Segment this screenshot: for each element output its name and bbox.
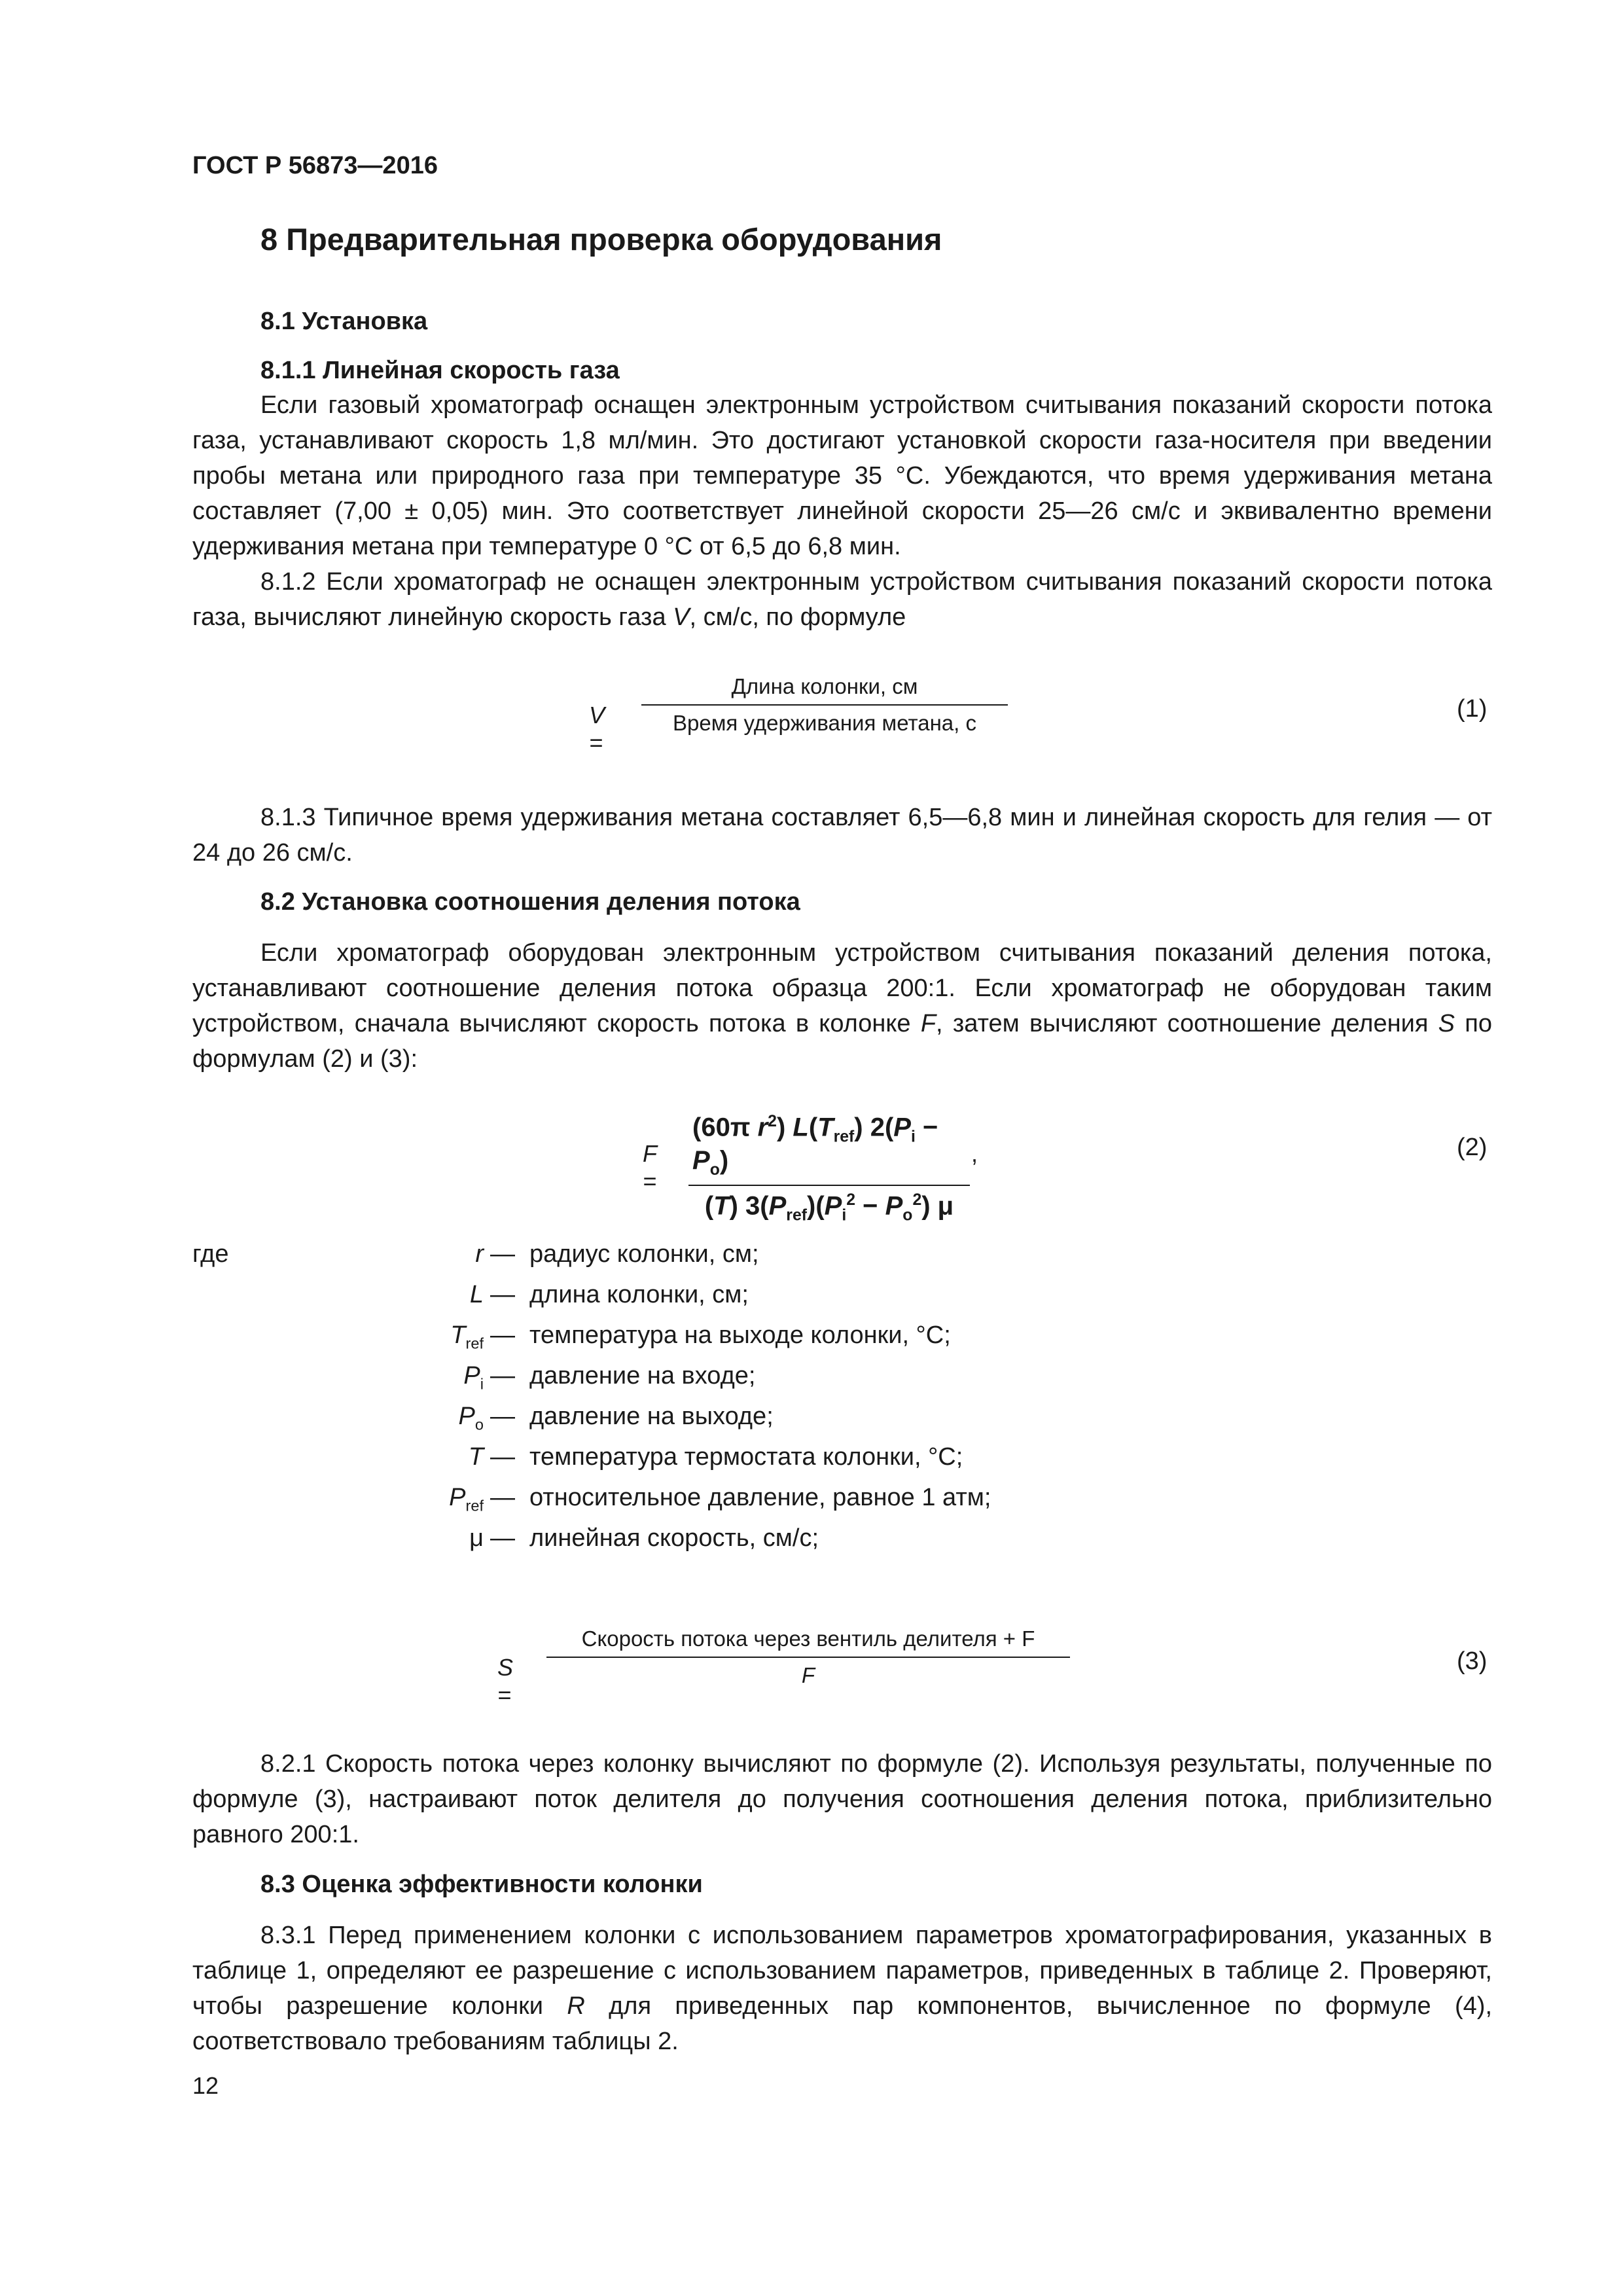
symbol-r: r <box>475 1240 484 1268</box>
subsection-8-2-title: 8.2 Установка соотношения деления потока <box>260 888 800 916</box>
formula-3-label: (3) <box>1457 1647 1488 1675</box>
glossary-dash: — <box>490 1484 515 1511</box>
glossary-row <box>192 1240 978 1281</box>
formula-1-denominator: Время удерживания метана, с <box>673 711 976 735</box>
variable-f: F <box>920 1010 936 1037</box>
glossary-dash: — <box>490 1524 515 1552</box>
glossary-row <box>192 1281 978 1321</box>
symbol-mu: μ <box>469 1524 484 1552</box>
subsection-8-1-1-title: 8.1.1 Линейная скорость газа <box>260 357 620 384</box>
glossary-row <box>192 1484 991 1524</box>
glossary-row <box>192 1362 978 1403</box>
glossary-row <box>192 1403 978 1443</box>
glossary-row <box>192 1321 978 1362</box>
formula-1-fraction <box>641 674 1008 736</box>
glossary-description: давление на входе; <box>529 1362 756 1390</box>
paragraph-8-2-text-a: Если хроматограф оборудован электронным устройством считывания показаний деления потока, устанавливают соотношение деления потока образца 200:1. Если хроматограф не оборудован таким устройством, сначала вычисляют скорость потока в колонке <box>192 939 1492 1037</box>
paragraph-8-1-1: Если газовый хроматограф оснащен электронным устройством считывания показаний скорости потока газа, устанавливают скорость 1,8 мл/мин. Это достигают установкой скорости газа-носителя при введении пробы метана или природного газа при температуре 35 °С. Убеждаются, что время удерживания метана составляет (7,00 ± 0,05) мин. Это соответствует линейной скорости 25—26 см/с и эквивалентно времени удерживания метана при температуре 0 °С от 6,5 до 6,8 мин. <box>192 391 1492 560</box>
glossary-description: линейная скорость, см/с; <box>529 1524 819 1552</box>
variable-r: R <box>567 1992 585 2020</box>
formula-2-comma: , <box>971 1140 978 1167</box>
glossary-dash: — <box>490 1362 515 1390</box>
document-header: ГОСТ Р 56873—2016 <box>192 152 438 179</box>
formula-3-lhs: S = <box>497 1654 514 1708</box>
formula-3-fraction <box>546 1626 1070 1688</box>
glossary-symbol <box>459 1403 484 1434</box>
formula-3-denominator: F <box>801 1663 815 1687</box>
formula-2-fraction <box>688 1113 970 1225</box>
glossary-description: температура термостата колонки, °С; <box>529 1443 963 1471</box>
paragraph-8-3-1-text-b: для приведенных пар компонентов, вычисленное по формуле (4), соответствовало требованиям таблицы 2. <box>192 1992 1493 2055</box>
symbol-p: P <box>449 1484 466 1511</box>
subsection-8-1-title: 8.1 Установка <box>260 308 428 335</box>
glossary-dash: — <box>490 1321 515 1349</box>
paragraph-8-1-2-text-a: 8.1.2 Если хроматограф не оснащен электронным устройством считывания показаний скорости потока газа, вычисляют линейную скорость газа <box>192 568 1492 631</box>
formula-1-lhs: V = <box>589 702 605 756</box>
symbol-subscript: ref <box>465 1497 484 1515</box>
glossary-dash: — <box>490 1443 515 1471</box>
formula-3-numerator: Скорость потока через вентиль делителя + F <box>581 1626 1035 1651</box>
glossary-description: относительное давление, равное 1 атм; <box>529 1484 991 1511</box>
subsection-8-3-title: 8.3 Оценка эффективности колонки <box>260 1871 703 1898</box>
paragraph-8-3-1-text-a: 8.3.1 Перед применением колонки с использованием параметров хроматографирования, указанных в таблице 1, определяют ее разрешение с использованием параметров, приведенных в таблице 2. Проверяют, чтобы разрешение колонки <box>192 1922 1492 2020</box>
formula-2-lhs: F = <box>643 1140 657 1194</box>
glossary-symbol <box>475 1240 484 1268</box>
paragraph-8-2 <box>192 935 1492 1077</box>
symbol-p: P <box>463 1362 480 1390</box>
glossary-row <box>192 1443 978 1484</box>
variable-v: V <box>673 603 690 631</box>
glossary-description: давление на выходе; <box>529 1403 774 1430</box>
symbol-subscript: ref <box>465 1335 484 1352</box>
symbol-t: T <box>468 1443 484 1471</box>
glossary-description: температура на выходе колонки, °С; <box>529 1321 951 1349</box>
paragraph-8-2-text-c: по формулам (2) и (3): <box>192 1010 1492 1073</box>
glossary-symbol <box>470 1281 484 1309</box>
glossary-description: длина колонки, см; <box>529 1281 749 1308</box>
glossary-where: где <box>192 1240 229 1268</box>
formula-1-numerator: Длина колонки, см <box>731 674 918 698</box>
paragraph-8-1-2 <box>192 564 1492 635</box>
symbol-p: P <box>458 1403 475 1430</box>
formula-2-denominator: (T) $3(P_{ref})(P_i^2 - P_o^2)$ μ <box>704 1191 954 1225</box>
glossary-row <box>192 1524 978 1565</box>
glossary-symbol <box>469 1524 484 1552</box>
section-title: 8 Предварительная проверка оборудования <box>260 222 942 257</box>
formula-1-label: (1) <box>1457 695 1488 723</box>
symbol-t: T <box>450 1321 466 1349</box>
symbol-subscript: o <box>474 1416 484 1433</box>
variable-s: S <box>1438 1010 1455 1037</box>
symbol-l: L <box>469 1281 484 1308</box>
glossary-dash: — <box>490 1403 515 1430</box>
page-number: 12 <box>192 2072 219 2099</box>
glossary-symbol <box>450 1321 484 1353</box>
glossary-dash: — <box>490 1240 515 1268</box>
formula-2-numerator: (60π $r^2$) $L(T_{ref}) 2(P_i - P_o)$ <box>692 1113 938 1179</box>
formula-2-label: (2) <box>1457 1134 1488 1161</box>
glossary-symbol <box>463 1362 484 1393</box>
paragraph-8-2-1: 8.2.1 Скорость потока через колонку вычисляют по формуле (2). Используя результаты, полученные по формуле (3), настраивают поток делителя до получения соотношения деления потока, приблизительно равного 200:1. <box>192 1750 1492 1848</box>
glossary-description: радиус колонки, см; <box>529 1240 759 1268</box>
glossary <box>192 1240 991 1565</box>
glossary-symbol <box>469 1443 484 1471</box>
paragraph-8-1-3: 8.1.3 Типичное время удерживания метана составляет 6,5—6,8 мин и линейная скорость для гелия — от 24 до 26 см/с. <box>192 804 1492 867</box>
paragraph-8-3-1 <box>192 1918 1492 2059</box>
glossary-symbol <box>449 1484 484 1515</box>
symbol-subscript: i <box>480 1375 484 1393</box>
paragraph-8-2-text-b: , затем вычисляют соотношение деления <box>936 1010 1438 1037</box>
paragraph-8-1-2-text-b: , см/с, по формуле <box>689 603 906 631</box>
glossary-dash: — <box>490 1281 515 1308</box>
